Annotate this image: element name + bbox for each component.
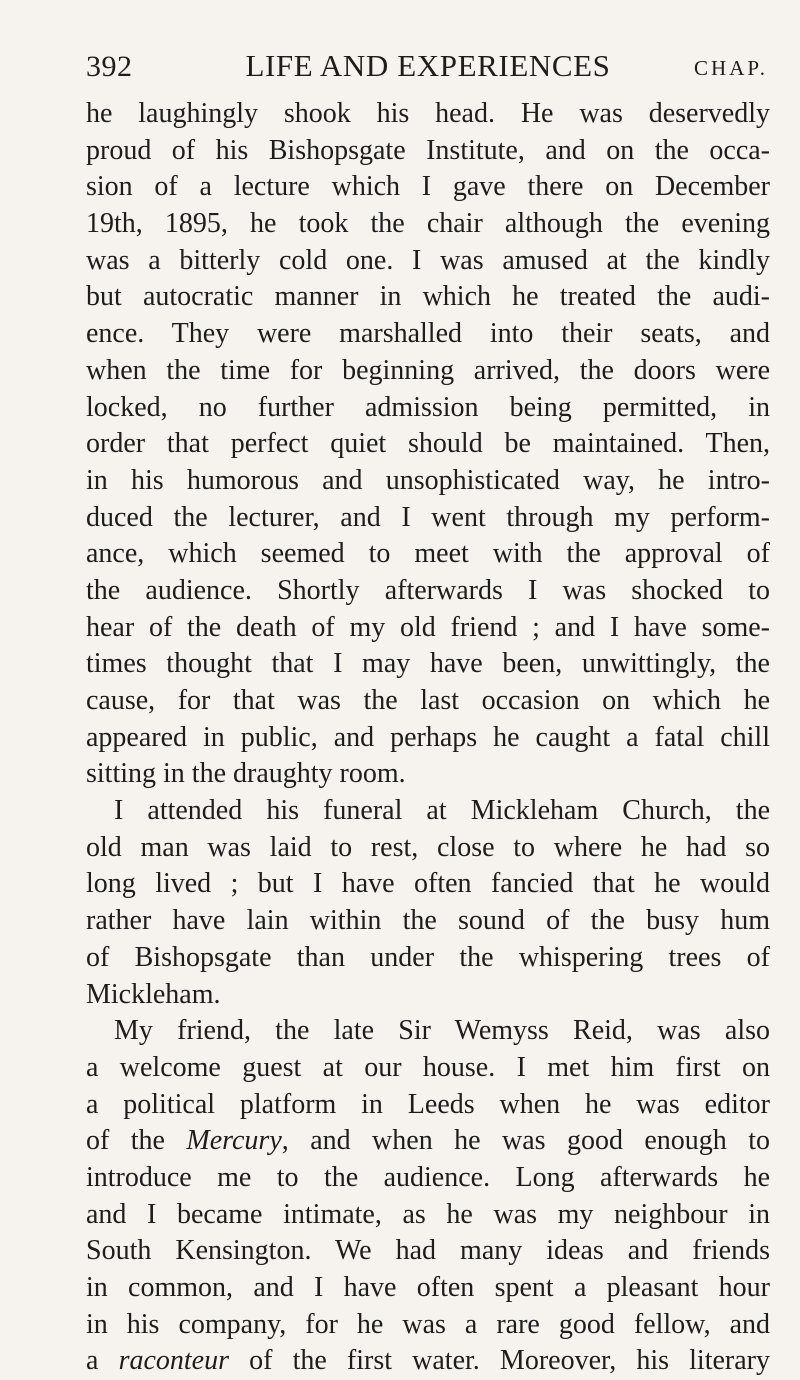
text-line: My friend, the late Sir Wemyss Reid, was also <box>114 1015 770 1047</box>
text-line: sion of a lecture which I gave there on December <box>86 171 770 203</box>
page-number: 392 <box>86 50 133 83</box>
body-text <box>86 96 770 1380</box>
text-line: South Kensington. We had many ideas and friends <box>86 1235 770 1267</box>
text-segment: of the <box>86 1125 187 1157</box>
text-line: the audience. Shortly afterwards I was shocked to <box>86 574 770 606</box>
text-line: old man was laid to rest, close to where he had so <box>86 831 770 863</box>
text-line: he laughingly shook his head. He was deservedly <box>86 98 770 129</box>
text-line: times thought that I may have been, unwittingly, the <box>86 648 770 680</box>
text-line: in his company, for he was a rare good fellow, and <box>86 1308 770 1340</box>
text-line: introduce me to the audience. Long afterwards he <box>86 1161 770 1193</box>
text-line: ance, which seemed to meet with the approval of <box>86 538 770 570</box>
text-line: but autocratic manner in which he treated the audi- <box>86 281 770 313</box>
text-line <box>86 1343 770 1380</box>
text-segment: a <box>86 1345 119 1377</box>
text-line: Mickleham. <box>86 978 221 1010</box>
text-line: cause, for that was the last occasion on which he <box>86 685 770 716</box>
italic-text: raconteur <box>118 1345 229 1377</box>
text-line: order that perfect quiet should be maintained. Then, <box>86 428 770 460</box>
text-line: rather have lain within the sound of the busy hum <box>86 905 770 937</box>
text-line: and I became intimate, as he was my neighbour in <box>86 1198 770 1230</box>
text-line: I attended his funeral at Mickleham Church, the <box>114 795 770 827</box>
text-line: in common, and I have often spent a pleasant hour <box>86 1272 770 1303</box>
page-header <box>86 44 770 88</box>
italic-text: Mercury <box>186 1125 282 1157</box>
text-line: appeared in public, and perhaps he caught a fatal chill <box>86 721 770 753</box>
text-line: proud of his Bishopsgate Institute, and on the occa- <box>86 134 770 166</box>
text-segment: , and when he was good enough to <box>281 1125 770 1157</box>
text-line: hear of the death of my old friend ; and I have some- <box>86 611 770 643</box>
text-line: locked, no further admission being permitted, in <box>86 391 770 423</box>
chapter-label: CHAP. <box>694 56 768 80</box>
text-line: ence. They were marshalled into their seats, and <box>86 318 770 350</box>
text-line: a political platform in Leeds when he was editor <box>86 1088 770 1120</box>
text-line: when the time for beginning arrived, the doors were <box>86 354 770 386</box>
text-line: was a bitterly cold one. I was amused at the kindly <box>86 244 770 276</box>
text-line: long lived ; but I have often fancied that he would <box>86 868 770 900</box>
text-line: sitting in the draughty room. <box>86 758 406 790</box>
running-title: LIFE AND EXPERIENCES <box>245 48 611 83</box>
text-line: duced the lecturer, and I went through my perform- <box>86 501 770 533</box>
text-line <box>86 1123 770 1160</box>
text-line: in his humorous and unsophisticated way, he intro- <box>86 464 770 496</box>
text-segment: of the first water. Moreover, his literary <box>229 1345 770 1377</box>
text-line: 19th, 1895, he took the chair although the evening <box>86 208 770 240</box>
text-line: a welcome guest at our house. I met him first on <box>86 1051 770 1083</box>
text-line: of Bishopsgate than under the whispering trees of <box>86 941 770 973</box>
